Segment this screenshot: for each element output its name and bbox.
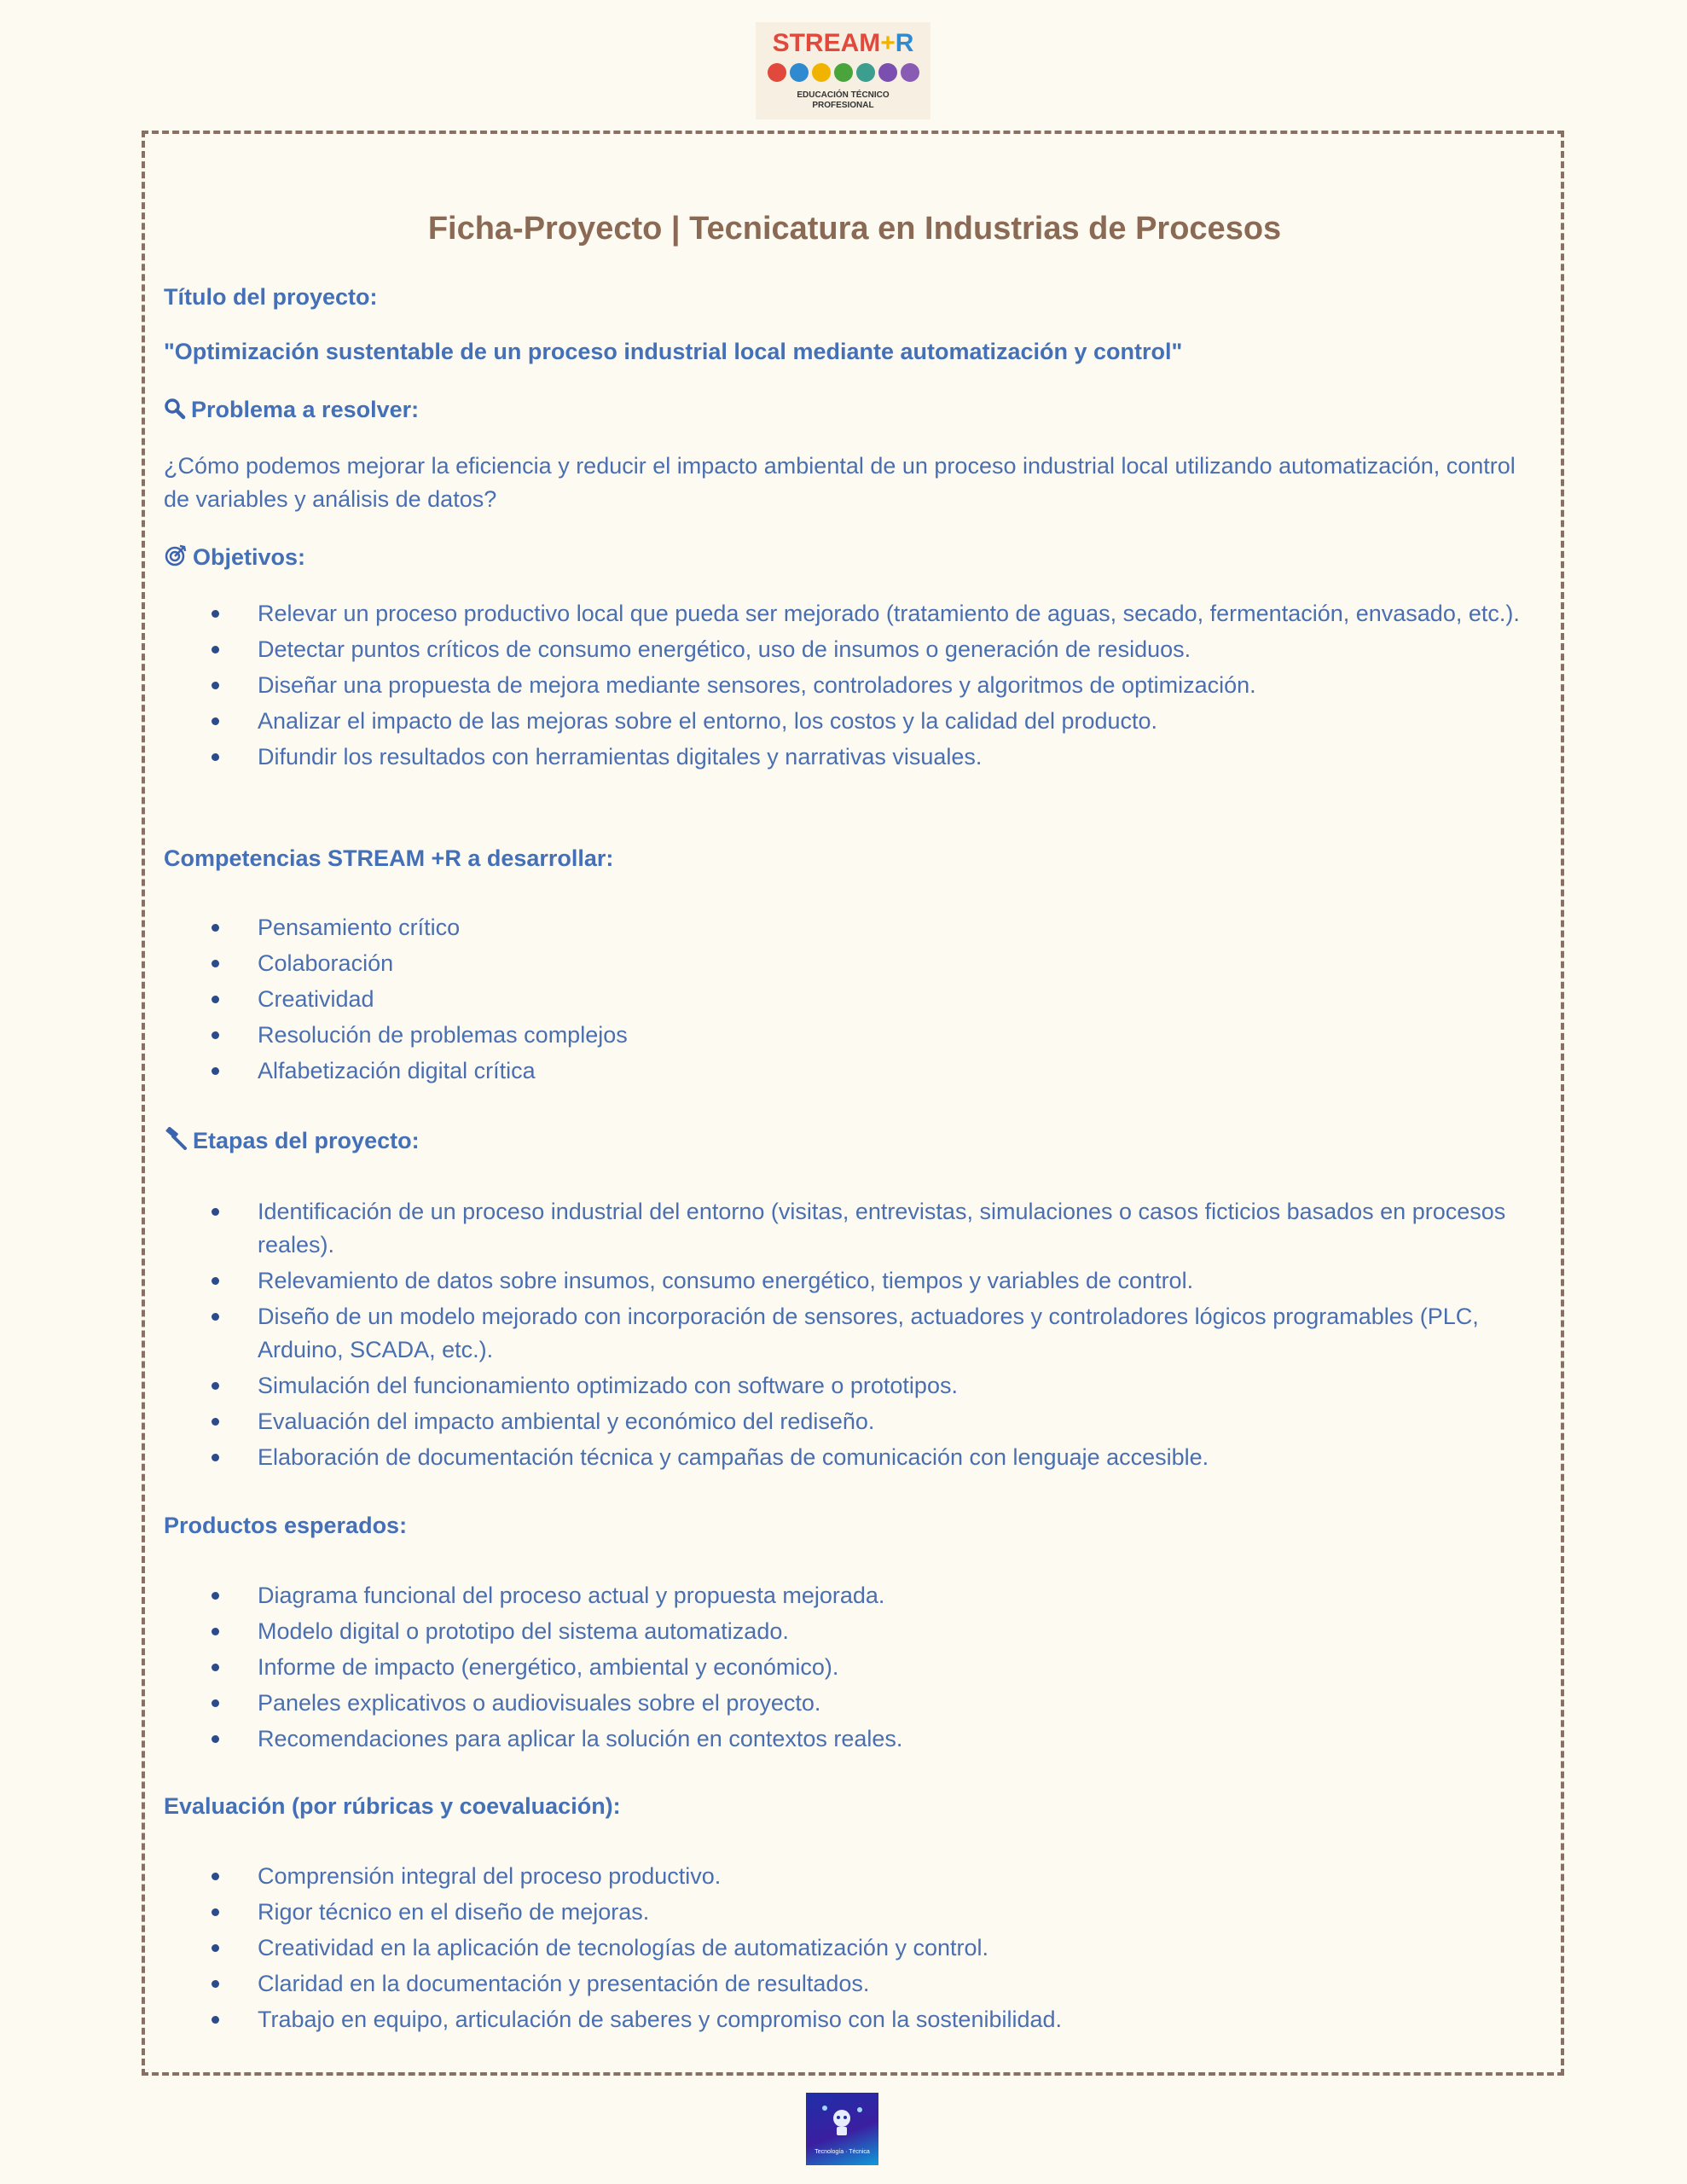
products-list [164, 1579, 1545, 1758]
logo-circles [756, 63, 930, 82]
page-title: Ficha-Proyecto | Tecnicatura en Industrias de Procesos [427, 211, 1282, 247]
evaluation-heading: Evaluación (por rúbricas y coevaluación): [164, 1793, 621, 1819]
project-title-label: Título del proyecto: [164, 284, 378, 310]
list-item: Paneles explicativos o audiovisuales sobre el proyecto. [164, 1687, 1545, 1720]
list-item: Analizar el impacto de las mejoras sobre el entorno, los costos y la calidad del producto. [164, 705, 1545, 738]
evaluation-list [164, 1860, 1545, 2039]
competencies-heading: Competencias STREAM +R a desarrollar: [164, 845, 614, 871]
logo-brand: STREAM+R [772, 29, 914, 57]
list-item: Alfabetización digital crítica [164, 1054, 1545, 1088]
stream-r-logo [756, 22, 930, 119]
list-item: Diseño de un modelo mejorado con incorporación de sensores, actuadores y controladores lógicos programables (PLC, Arduino, SCADA, etc.). [164, 1300, 1545, 1367]
list-item: Creatividad [164, 983, 1545, 1016]
list-item: Resolución de problemas complejos [164, 1019, 1545, 1052]
magnifier-icon [164, 398, 186, 427]
logo-circle-icon [790, 63, 809, 82]
list-item: Simulación del funcionamiento optimizado con software o prototipos. [164, 1369, 1545, 1403]
list-item: Identificación de un proceso industrial del entorno (visitas, entrevistas, simulaciones o casos ficticios basados en procesos reales). [164, 1195, 1545, 1262]
list-item: Colaboración [164, 947, 1545, 980]
list-item: Trabajo en equipo, articulación de saberes y compromiso con la sostenibilidad. [164, 2003, 1545, 2036]
robot-icon [806, 2093, 878, 2144]
logo-circle-icon [901, 63, 919, 82]
products-heading: Productos esperados: [164, 1513, 408, 1538]
objectives-heading: Objetivos: [164, 543, 305, 574]
problem-heading: Problema a resolver: [164, 395, 419, 427]
list-item: Relevamiento de datos sobre insumos, consumo energético, tiempos y variables de control. [164, 1264, 1545, 1298]
stages-heading: Etapas del proyecto: [164, 1126, 420, 1158]
stages-list [164, 1195, 1545, 1477]
list-item: Diagrama funcional del proceso actual y propuesta mejorada. [164, 1579, 1545, 1612]
competencies-list [164, 911, 1545, 1090]
list-item: Informe de impacto (energético, ambiental y económico). [164, 1651, 1545, 1684]
logo-circle-icon [856, 63, 875, 82]
problem-text: ¿Cómo podemos mejorar la eficiencia y reducir el impacto ambiental de un proceso industrial local utilizando automatización, control de variables y análisis de datos? [164, 453, 1516, 512]
logo-subtitle: EDUCACIÓN TÉCNICO PROFESIONAL [797, 90, 890, 110]
list-item: Diseñar una propuesta de mejora mediante sensores, controladores y algoritmos de optimización. [164, 669, 1545, 702]
logo-circle-icon [768, 63, 786, 82]
logo-circle-icon [834, 63, 853, 82]
list-item: Comprensión integral del proceso productivo. [164, 1860, 1545, 1893]
objectives-list [164, 597, 1545, 776]
list-item: Creatividad en la aplicación de tecnologías de automatización y control. [164, 1931, 1545, 1965]
list-item: Rigor técnico en el diseño de mejoras. [164, 1896, 1545, 1929]
logo-circle-icon [878, 63, 897, 82]
list-item: Relevar un proceso productivo local que pueda ser mejorado (tratamiento de aguas, secado, fermentación, envasado, etc.). [164, 597, 1545, 630]
list-item: Modelo digital o prototipo del sistema automatizado. [164, 1615, 1545, 1648]
list-item: Recomendaciones para aplicar la solución en contextos reales. [164, 1722, 1545, 1756]
logo-circle-icon [812, 63, 831, 82]
project-title: "Optimización sustentable de un proceso industrial local mediante automatización y control" [164, 339, 1183, 364]
list-item: Pensamiento crítico [164, 911, 1545, 944]
list-item: Evaluación del impacto ambiental y económico del rediseño. [164, 1405, 1545, 1438]
list-item: Claridad en la documentación y presentación de resultados. [164, 1967, 1545, 2001]
target-icon [164, 543, 188, 574]
list-item: Detectar puntos críticos de consumo energético, uso de insumos o generación de residuos. [164, 633, 1545, 666]
logo-bottom-text: Tecnología · Técnica [815, 2149, 870, 2155]
tecnologia-tecnica-logo [806, 2093, 878, 2165]
hammer-icon [164, 1127, 188, 1158]
list-item: Difundir los resultados con herramientas digitales y narrativas visuales. [164, 741, 1545, 774]
list-item: Elaboración de documentación técnica y campañas de comunicación con lenguaje accesible. [164, 1441, 1545, 1474]
